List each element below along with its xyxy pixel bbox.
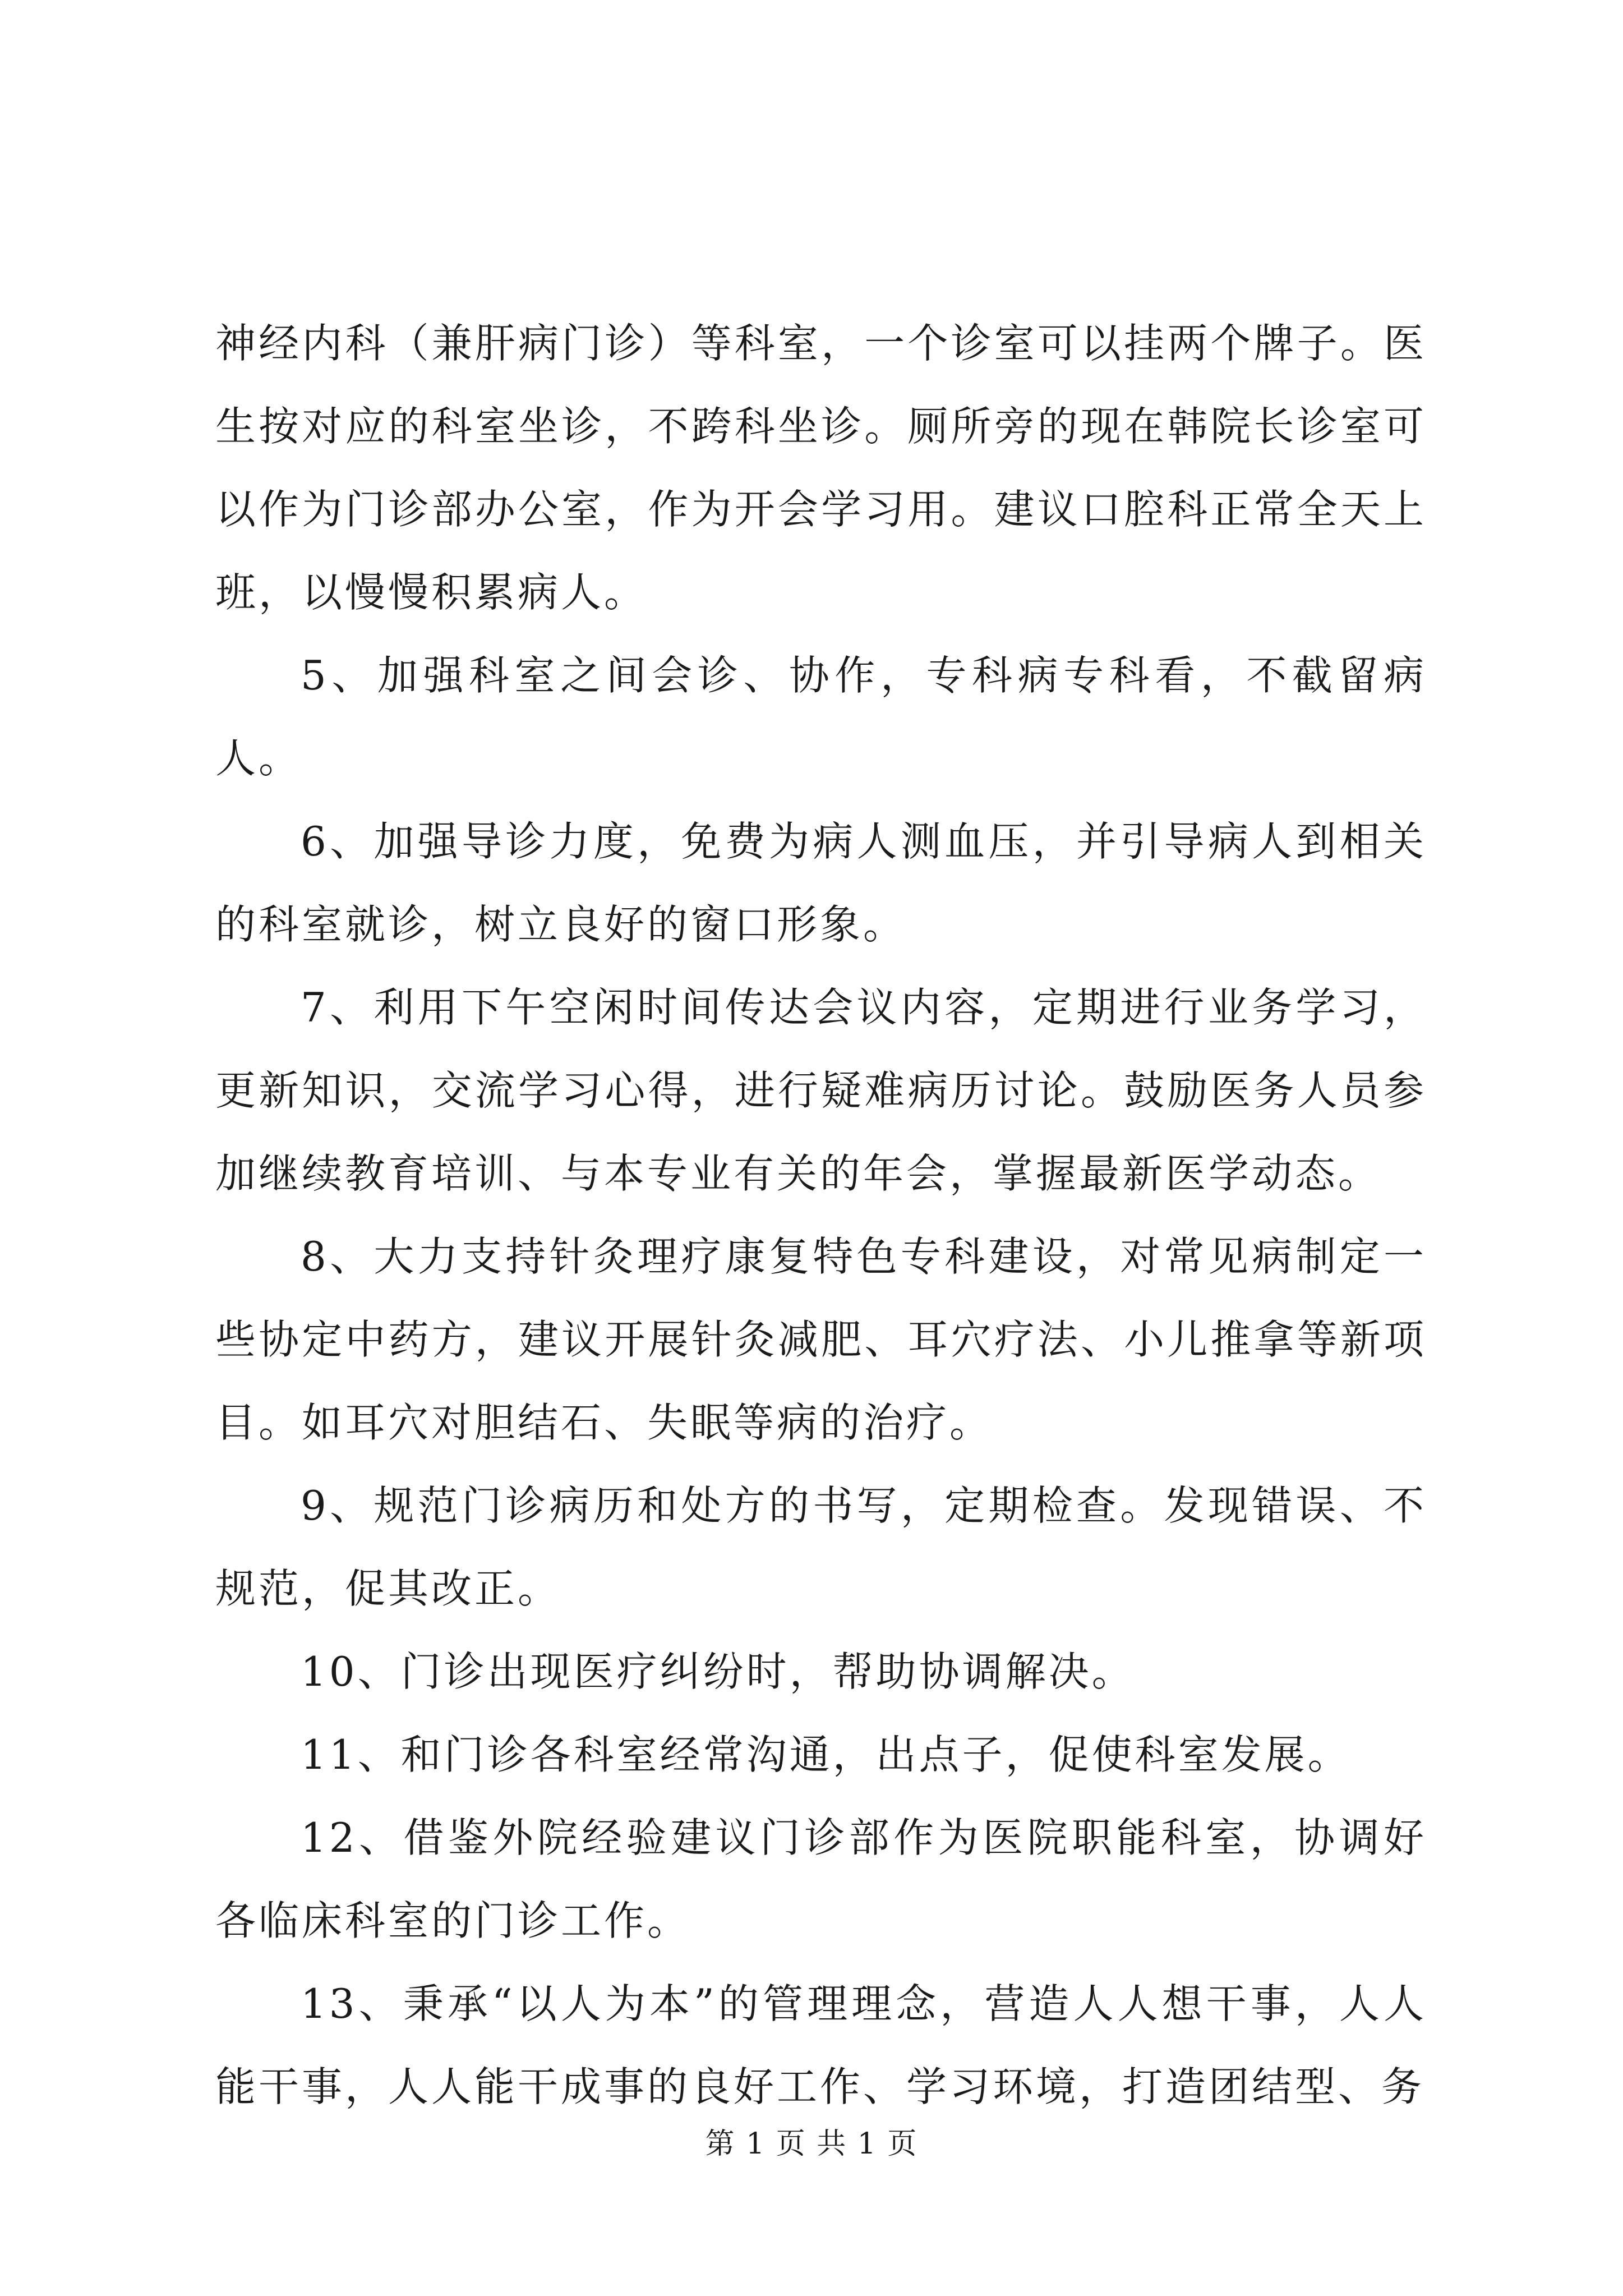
paragraph-item-5: 5、加强科室之间会诊、协作，专科病专科看，不截留病人。	[215, 652, 1427, 782]
paragraph-item-12: 12、借鉴外院经验建议门诊部作为医院职能科室，协调好各临床科室的门诊工作。	[215, 1814, 1427, 1944]
paragraph-item-11: 11、和门诊各科室经常沟通，出点子，促使科室发展。	[301, 1731, 1351, 1778]
paragraph-item-13: 13、秉承“以人为本”的管理理念，营造人人想干事，人人能干事，人人能干成事的良好工作、学习环境，打造团结型、务	[215, 1980, 1427, 2110]
document-body	[215, 302, 1427, 2128]
page-number-footer: 第 1 页 共 1 页	[705, 2127, 918, 2161]
paragraph-item-7: 7、利用下午空闲时间传达会议内容，定期进行业务学习，更新知识，交流学习心得，进行疑难病历讨论。鼓励医务人员参加继续教育培训、与本专业有关的年会，掌握最新医学动态。	[215, 984, 1427, 1197]
paragraph-item-8: 8、大力支持针灸理疗康复特色专科建设，对常见病制定一些协定中药方，建议开展针灸减肥、耳穴疗法、小儿推拿等新项目。如耳穴对胆结石、失眠等病的治疗。	[215, 1233, 1427, 1446]
paragraph-item-9: 9、规范门诊病历和处方的书写，定期检查。发现错误、不规范，促其改正。	[215, 1482, 1427, 1612]
paragraph-continuation: 神经内科（兼肝病门诊）等科室，一个诊室可以挂两个牌子。医生按对应的科室坐诊，不跨科坐诊。厕所旁的现在韩院长诊室可以作为门诊部办公室，作为开会学习用。建议口腔科正常全天上班，以慢慢积累病人。	[215, 320, 1427, 616]
paragraph-item-10: 10、门诊出现医疗纠纷时，帮助协调解决。	[301, 1648, 1135, 1695]
paragraph-item-6: 6、加强导诊力度，免费为病人测血压，并引导病人到相关的科室就诊，树立良好的窗口形象。	[215, 818, 1427, 948]
